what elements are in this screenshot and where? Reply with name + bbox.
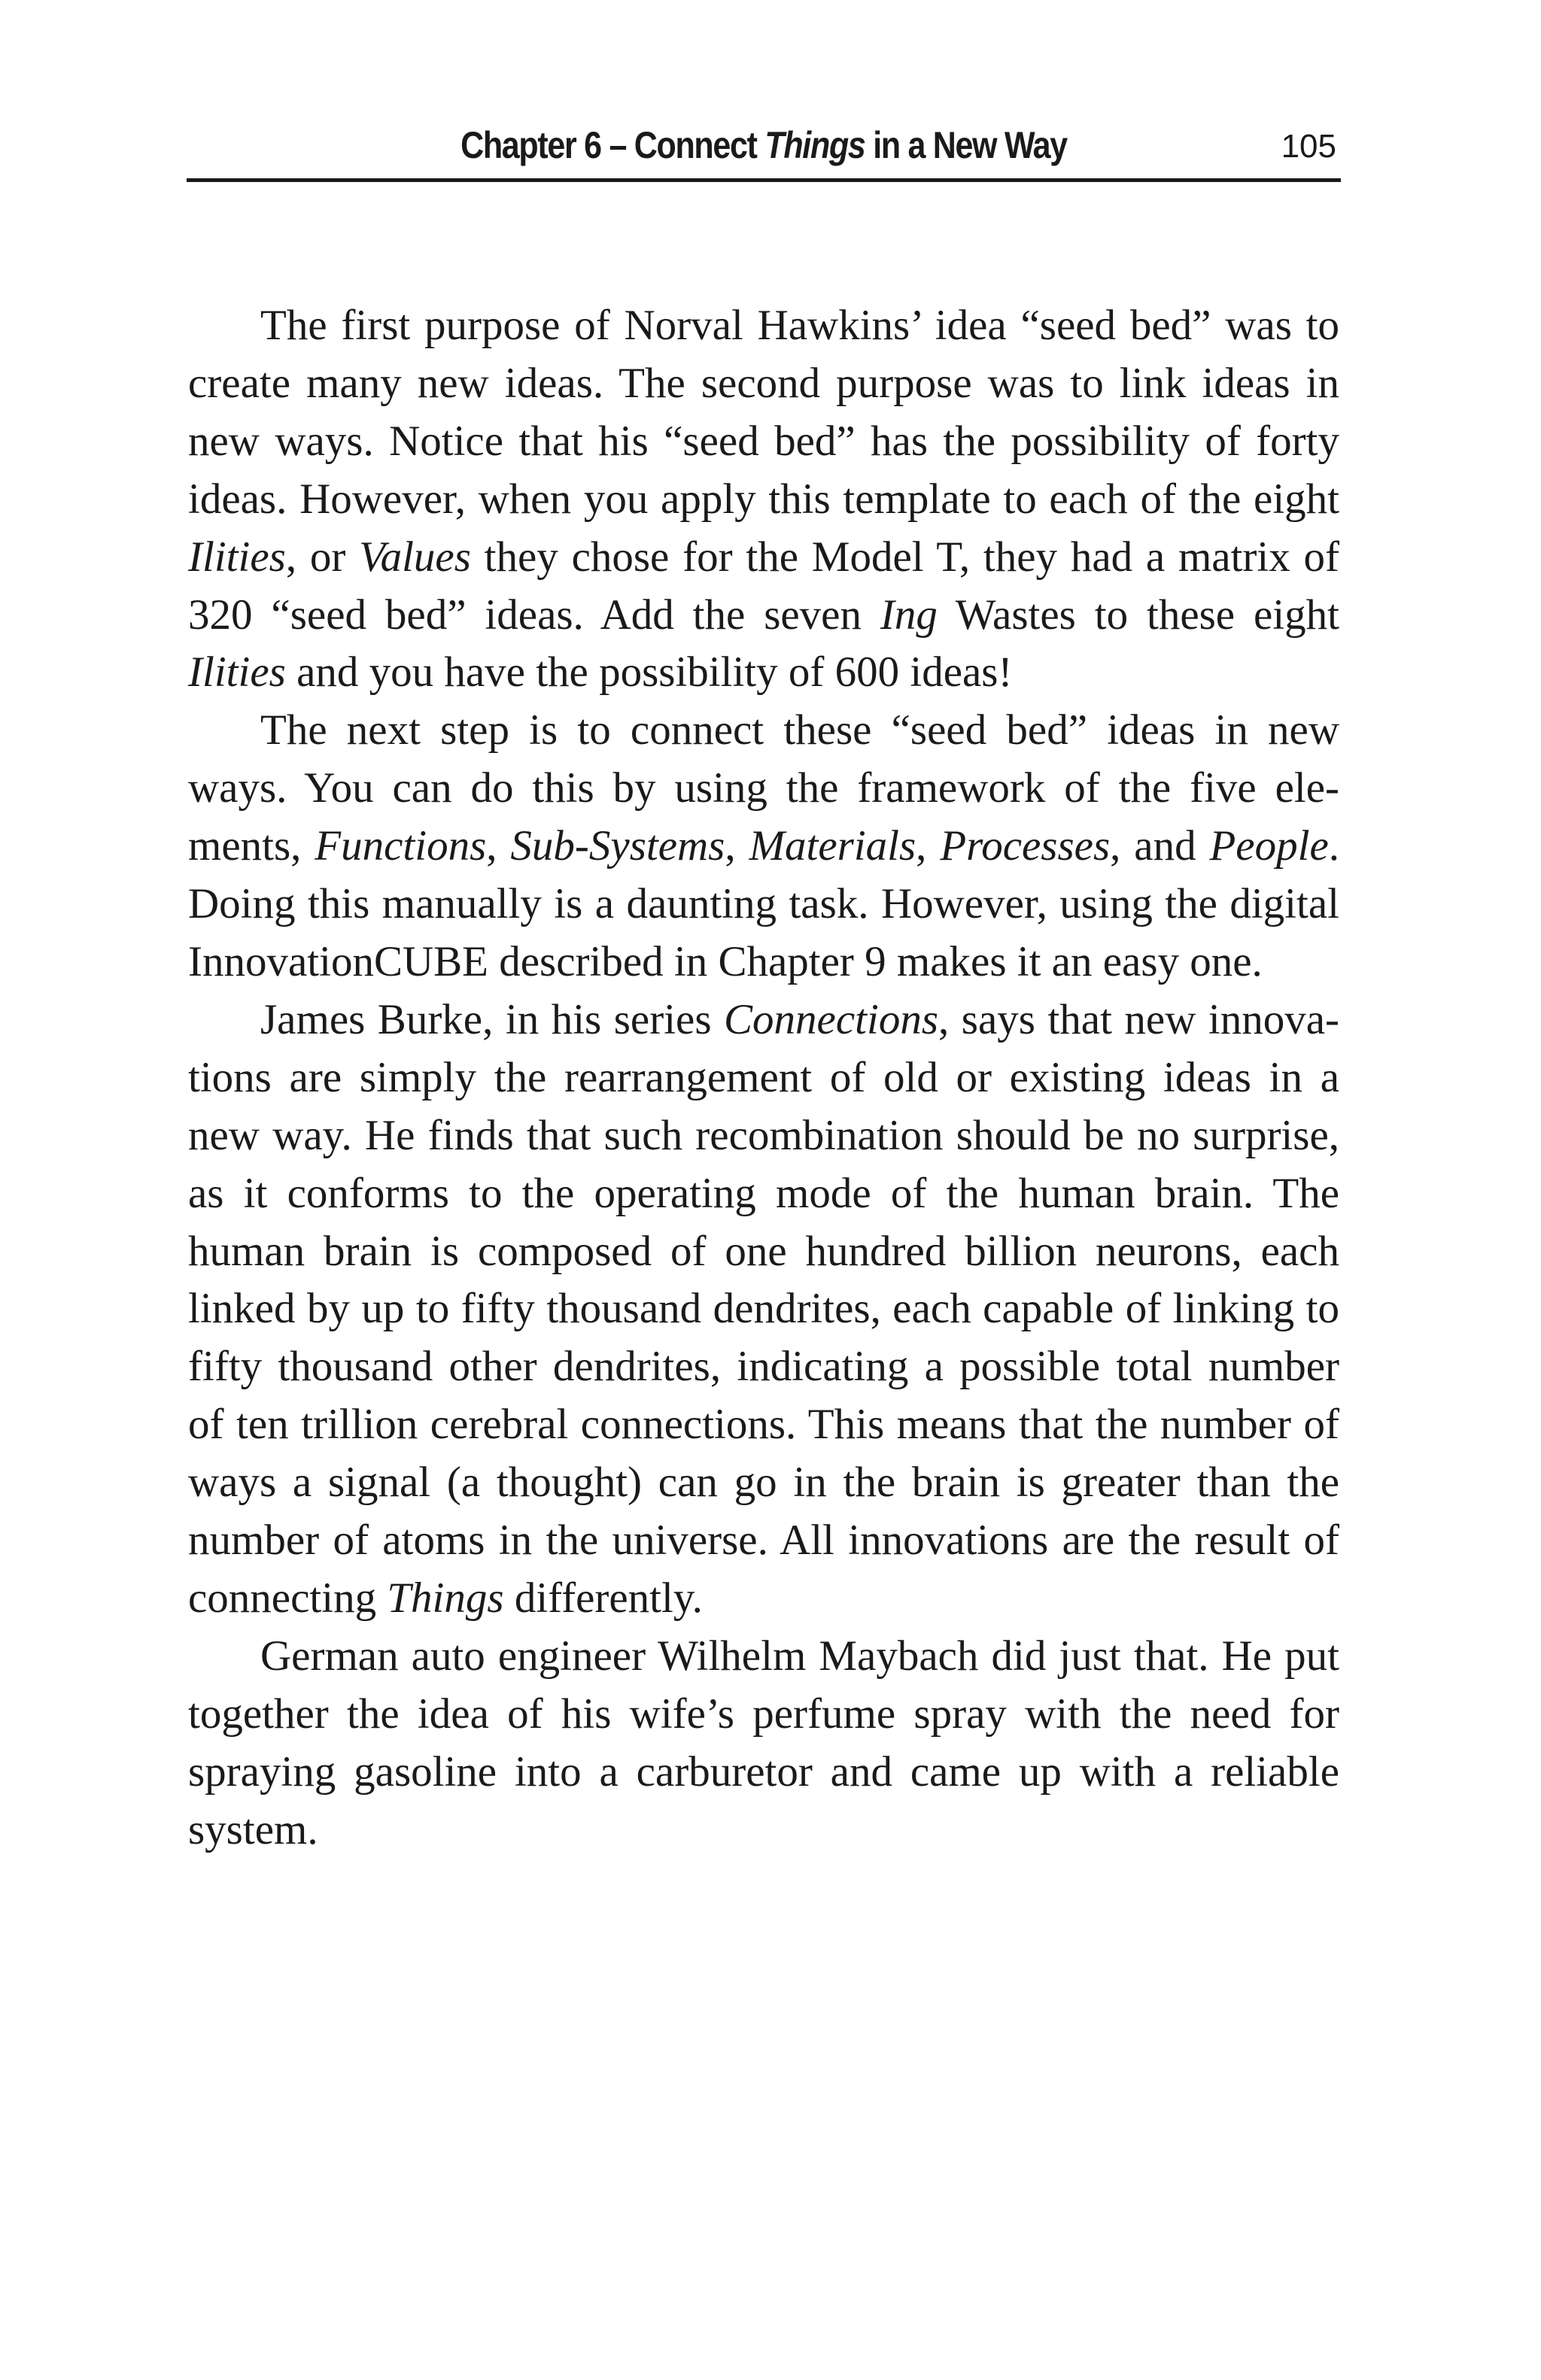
italic-term: Ilities	[188, 648, 286, 697]
text-run: differently.	[503, 1574, 703, 1622]
text-run: they chose for the Model T, they had a matrix of 320 “seed bed” ideas. Add the seven	[188, 533, 1339, 639]
italic-term: Sub-Systems	[510, 822, 725, 870]
paragraph-2	[188, 702, 1339, 991]
body-text	[188, 297, 1339, 1859]
page-number: 105	[1281, 128, 1336, 165]
paragraph-3	[188, 991, 1339, 1628]
text-run: Wastes to these eight	[937, 590, 1339, 639]
text-run: . Doing this manually is a daunting task. However, using the digital InnovationCUBE described in Chapter 9 makes it an easy one.	[188, 822, 1339, 985]
text-run: and you have the possibility of 600 ideas!	[285, 648, 1013, 697]
running-header	[187, 113, 1341, 182]
chapter-title-italic: Things	[764, 124, 865, 166]
italic-term: Values	[359, 533, 471, 581]
text-run: ,	[486, 822, 511, 870]
italic-term: Ilities	[188, 533, 286, 581]
italic-term: Connections	[724, 995, 939, 1043]
italic-term: People	[1209, 822, 1329, 870]
text-run: The next step is to connect these “seed bed” ideas in new ways. You can do this by using the framework of the five elements,	[188, 706, 1339, 870]
text-run: James Burke, in his series	[260, 995, 725, 1043]
paragraph-1	[188, 297, 1339, 702]
italic-term: Processes	[940, 822, 1111, 870]
italic-term: Functions	[315, 822, 487, 870]
italic-term: Ing	[880, 590, 938, 639]
text-run: ,	[916, 822, 941, 870]
text-run: , says that new innovations are simply the rearrangement of old or existing ideas in a new way. He finds that such recombination should be no surprise, as it conforms to the operating mode of the human brain. The human brain is composed of one hundred billion neurons, each linked by up to fifty thousand dendrites, each capable of linking to fifty thousand other dendrites, indicating a possible total number of ten trillion cerebral connections. This means that the number of ways a signal (a thought) can go in the brain is greater than the number of atoms in the universe. All innovations are the result of connecting	[188, 995, 1340, 1622]
chapter-title-prefix: Chapter 6 – Connect	[460, 124, 765, 166]
paragraph-4	[188, 1628, 1339, 1859]
text-run: The first purpose of Norval Hawkins’ idea “seed bed” was to create many new ideas. The second purpose was to link ideas in new ways. Notice that his “seed bed” has the possibility of forty ideas. However, when you apply this template to each of the eight	[188, 302, 1339, 523]
text-run: ,	[725, 822, 749, 870]
text-run: , and	[1110, 822, 1210, 870]
chapter-title-suffix: in a New Way	[865, 124, 1067, 166]
text-run: German auto engineer Wilhelm Maybach did just that. He put together the idea of his wife’s perfume spray with the need for spraying gasoline into a carburetor and came up with a reliable system.	[188, 1632, 1339, 1853]
italic-term: Materials	[749, 822, 916, 870]
chapter-title	[267, 123, 1260, 167]
italic-term: Things	[387, 1574, 504, 1622]
text-run: , or	[285, 533, 360, 581]
